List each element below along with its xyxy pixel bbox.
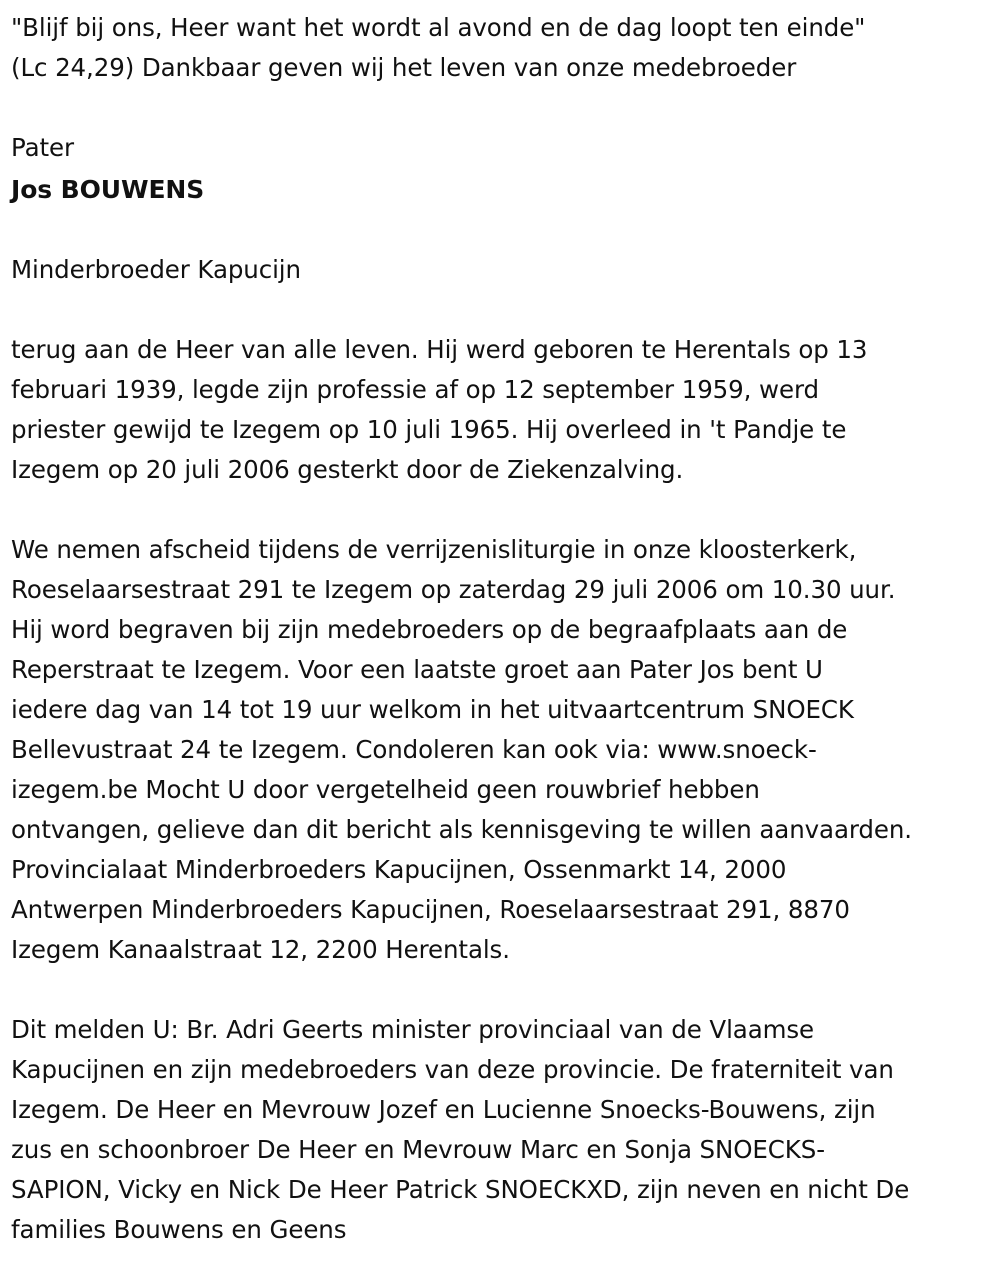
- paragraph-line: Izegem. De Heer en Mevrouw Jozef en Lucienne Snoecks-Bouwens, zijn: [11, 1095, 876, 1124]
- paragraph-announcers: [11, 1010, 990, 1250]
- paragraph-line: Izegem op 20 juli 2006 gesterkt door de Ziekenzalving.: [11, 455, 684, 484]
- paragraph-line: priester gewijd te Izegem op 10 juli 1965. Hij overleed in 't Pandje te: [11, 415, 847, 444]
- paragraph-line: SAPION, Vicky en Nick De Heer Patrick SNOECKXD, zijn neven en nicht De: [11, 1175, 910, 1204]
- intro-quote: [11, 8, 990, 88]
- paragraph-line: Reperstraat te Izegem. Voor een laatste groet aan Pater Jos bent U: [11, 655, 823, 684]
- paragraph-line: Provincialaat Minderbroeders Kapucijnen, Ossenmarkt 14, 2000: [11, 855, 787, 884]
- intro-line: "Blijf bij ons, Heer want het wordt al avond en de dag loopt ten einde": [11, 13, 866, 42]
- paragraph-funeral: [11, 530, 990, 970]
- paragraph-line: Hij word begraven bij zijn medebroeders op de begraafplaats aan de: [11, 615, 848, 644]
- paragraph-line: Izegem Kanaalstraat 12, 2200 Herentals.: [11, 935, 510, 964]
- religious-order: Minderbroeder Kapucijn: [11, 255, 301, 284]
- paragraph-line: iedere dag van 14 tot 19 uur welkom in het uitvaartcentrum SNOECK: [11, 695, 854, 724]
- paragraph-line: izegem.be Mocht U door vergetelheid geen rouwbrief hebben: [11, 775, 760, 804]
- spacer: [11, 290, 990, 330]
- paragraph-line: Roeselaarsestraat 291 te Izegem op zaterdag 29 juli 2006 om 10.30 uur.: [11, 575, 896, 604]
- paragraph-line: Dit melden U: Br. Adri Geerts minister provinciaal van de Vlaamse: [11, 1015, 815, 1044]
- intro-line: (Lc 24,29) Dankbaar geven wij het leven van onze medebroeder: [11, 53, 797, 82]
- paragraph-line: Antwerpen Minderbroeders Kapucijnen, Roeselaarsestraat 291, 8870: [11, 895, 850, 924]
- person-title: Pater: [11, 133, 74, 162]
- spacer: [11, 490, 990, 530]
- spacer: [11, 88, 990, 128]
- paragraph-line: februari 1939, legde zijn professie af op 12 september 1959, werd: [11, 375, 819, 404]
- paragraph-line: Kapucijnen en zijn medebroeders van deze provincie. De fraterniteit van: [11, 1055, 894, 1084]
- spacer: [11, 216, 990, 250]
- paragraph-line: Bellevustraat 24 te Izegem. Condoleren kan ook via: www.snoeck-: [11, 735, 817, 764]
- paragraph-line: ontvangen, gelieve dan dit bericht als kennisgeving te willen aanvaarden.: [11, 815, 912, 844]
- paragraph-life: [11, 330, 990, 490]
- paragraph-line: zus en schoonbroer De Heer en Mevrouw Marc en Sonja SNOECKS-: [11, 1135, 825, 1164]
- paragraph-line: terug aan de Heer van alle leven. Hij werd geboren te Herentals op 13: [11, 335, 868, 364]
- person-name: Jos BOUWENS: [11, 175, 205, 204]
- paragraph-line: We nemen afscheid tijdens de verrijzenisliturgie in onze kloosterkerk,: [11, 535, 857, 564]
- paragraph-line: families Bouwens en Geens: [11, 1215, 347, 1244]
- spacer: [11, 970, 990, 1010]
